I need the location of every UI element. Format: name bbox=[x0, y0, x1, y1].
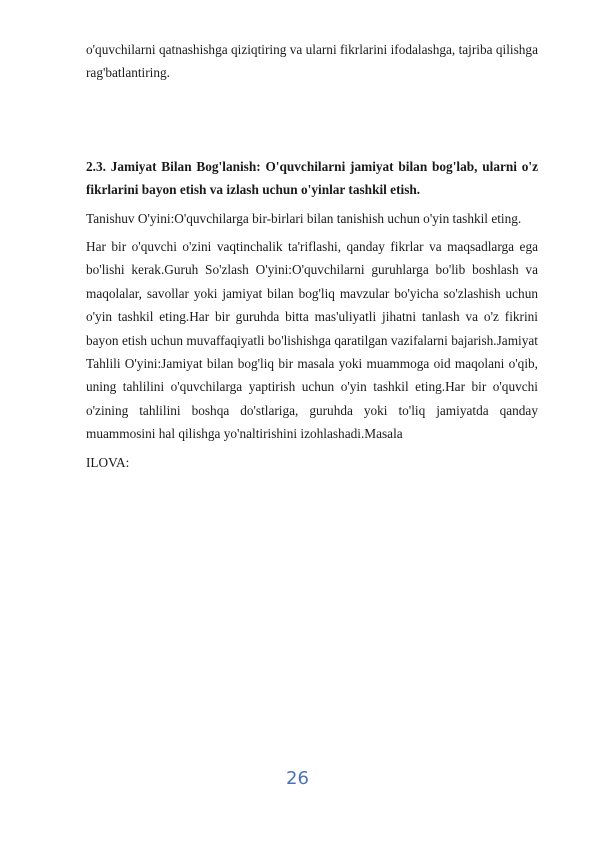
document-body bbox=[86, 38, 538, 474]
intro-paragraph: o'quvchilarni qatnashishga qiziqtiring va ularni fikrlarini ifodalashga, tajriba qilishga rag'batlantiring. bbox=[86, 42, 538, 81]
page-number: 26 bbox=[286, 768, 309, 789]
paragraph-1: Tanishuv O'yini:O'quvchilarga bir-birlari bilan tanishish uchun o'yin tashkil eting. bbox=[86, 210, 522, 226]
appendix-label: ILOVA: bbox=[86, 454, 130, 470]
spacer bbox=[86, 85, 538, 155]
section-heading: 2.3. Jamiyat Bilan Bog'lanish: O'quvchilarni jamiyat bilan bog'lab, ularni o'z fikrlarini bayon etish va izlash uchun o'yinlar tashkil etish. bbox=[86, 158, 538, 198]
paragraph-2: Har bir o'quvchi o'zini vaqtinchalik ta'riflashi, qanday fikrlar va maqsadlarga ega bo'lishi kerak.Guruh So'zlash O'yini:O'quvchilarni guruhlarga bo'lib boshlash va maqolalar, savollar yoki jamiyat bilan bog'liq mavzular bo'yicha so'zlashish uchun o'yin tashkil eting.Har bir guruhda bitta mas'uliyatli jihatni tanlash va o'z fikrini bayon etish uchun muvaffaqiyatli bo'lishishga qaratilgan vazifalarni bajarish.Jamiyat Tahlili O'yini:Jamiyat bilan bog'liq bir masala yoki muammoga oid maqolani o'qib, uning tahlilini o'quvchilarga yaptirish uchun o'yin tashkil eting.Har bir o'quvchi o'zining tahlilini boshqa do'stlariga, guruhda yoki to'liq jamiyatda qanday muammosini hal qilishga yo'naltirishini izohlashadi.Masala bbox=[86, 239, 538, 442]
